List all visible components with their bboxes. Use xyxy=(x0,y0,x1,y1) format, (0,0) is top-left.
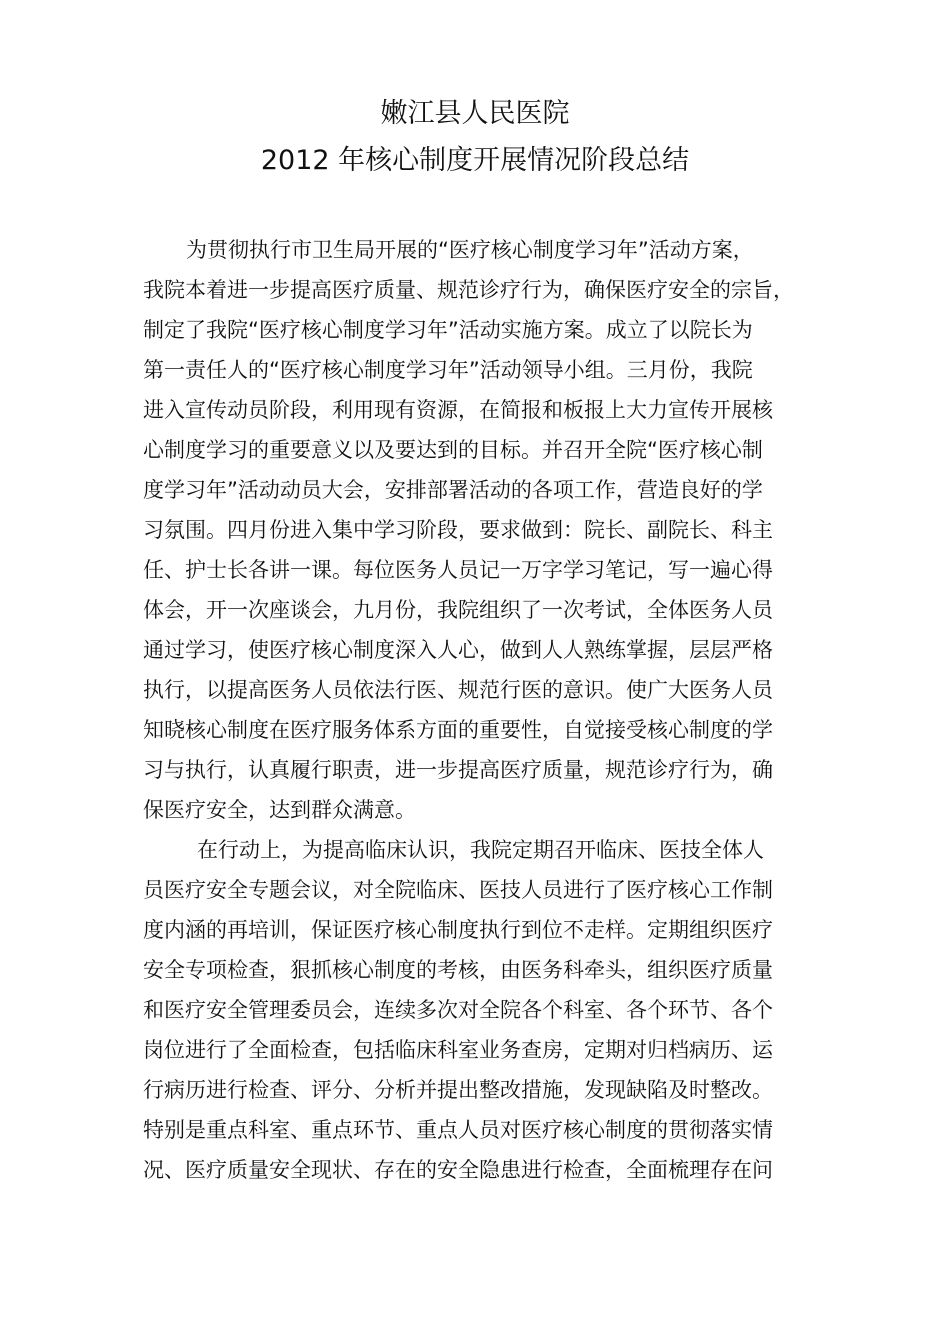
paragraph-line: 行病历进行检查、评分、分析并提出整改措施，发现缺陷及时整改。 xyxy=(143,1078,773,1102)
paragraph-line: 安全专项检查，狠抓核心制度的考核，由医务科牵头，组织医疗质量 xyxy=(143,958,773,982)
paragraph-line: 执行，以提高医务人员依法行医、规范行医的意识。使广大医务人员 xyxy=(143,678,773,702)
paragraph-line: 度内涵的再培训，保证医疗核心制度执行到位不走样。定期组织医疗 xyxy=(143,918,773,942)
paragraph-line: 任、护士长各讲一课。每位医务人员记一万字学习笔记，写一遍心得 xyxy=(143,558,773,582)
paragraph-line: 知晓核心制度在医疗服务体系方面的重要性，自觉接受核心制度的学 xyxy=(143,718,773,742)
paragraph-line: 心制度学习的重要意义以及要达到的目标。并召开全院“医疗核心制 xyxy=(143,438,763,462)
paragraph-1 xyxy=(143,230,823,830)
paragraph-line: 通过学习，使医疗核心制度深入人心，做到人人熟练掌握，层层严格 xyxy=(143,638,773,662)
paragraph-line: 度学习年”活动动员大会，安排部署活动的各项工作，营造良好的学 xyxy=(143,478,763,502)
paragraph-line: 况、医疗质量安全现状、存在的安全隐患进行检查，全面梳理存在问 xyxy=(143,1158,773,1182)
paragraph-line: 保医疗安全，达到群众满意。 xyxy=(143,798,416,822)
paragraph-line: 为贯彻执行市卫生局开展的“医疗核心制度学习年”活动方案， xyxy=(186,238,754,262)
document-title xyxy=(0,90,950,184)
paragraph-line: 体会，开一次座谈会，九月份，我院组织了一次考试，全体医务人员 xyxy=(143,598,773,622)
paragraph-line: 特别是重点科室、重点环节、重点人员对医疗核心制度的贯彻落实情 xyxy=(143,1118,773,1142)
title-summary-heading: 2012 年核心制度开展情况阶段总结 xyxy=(260,145,690,176)
paragraph-line: 员医疗安全专题会议，对全院临床、医技人员进行了医疗核心工作制 xyxy=(143,878,773,902)
paragraph-line: 第一责任人的“医疗核心制度学习年”活动领导小组。三月份，我院 xyxy=(143,358,753,382)
paragraph-line: 制定了我院“医疗核心制度学习年”活动实施方案。成立了以院长为 xyxy=(143,318,753,342)
paragraph-line: 习与执行，认真履行职责，进一步提高医疗质量，规范诊疗行为，确 xyxy=(143,758,773,782)
paragraph-line: 习氛围。四月份进入集中学习阶段，要求做到：院长、副院长、科主 xyxy=(143,518,773,542)
paragraph-line: 我院本着进一步提高医疗质量、规范诊疗行为，确保医疗安全的宗旨， xyxy=(143,278,794,302)
paragraph-line: 和医疗安全管理委员会，连续多次对全院各个科室、各个环节、各个 xyxy=(143,998,773,1022)
title-hospital-name: 嫩江县人民医院 xyxy=(380,98,570,129)
paragraph-line: 岗位进行了全面检查，包括临床科室业务查房，定期对归档病历、运 xyxy=(143,1038,773,1062)
paragraph-2 xyxy=(143,830,823,1190)
paragraph-line: 在行动上，为提高临床认识，我院定期召开临床、医技全体人 xyxy=(197,838,764,862)
document-body xyxy=(143,230,823,1190)
paragraph-line: 进入宣传动员阶段，利用现有资源，在简报和板报上大力宣传开展核 xyxy=(143,398,773,422)
